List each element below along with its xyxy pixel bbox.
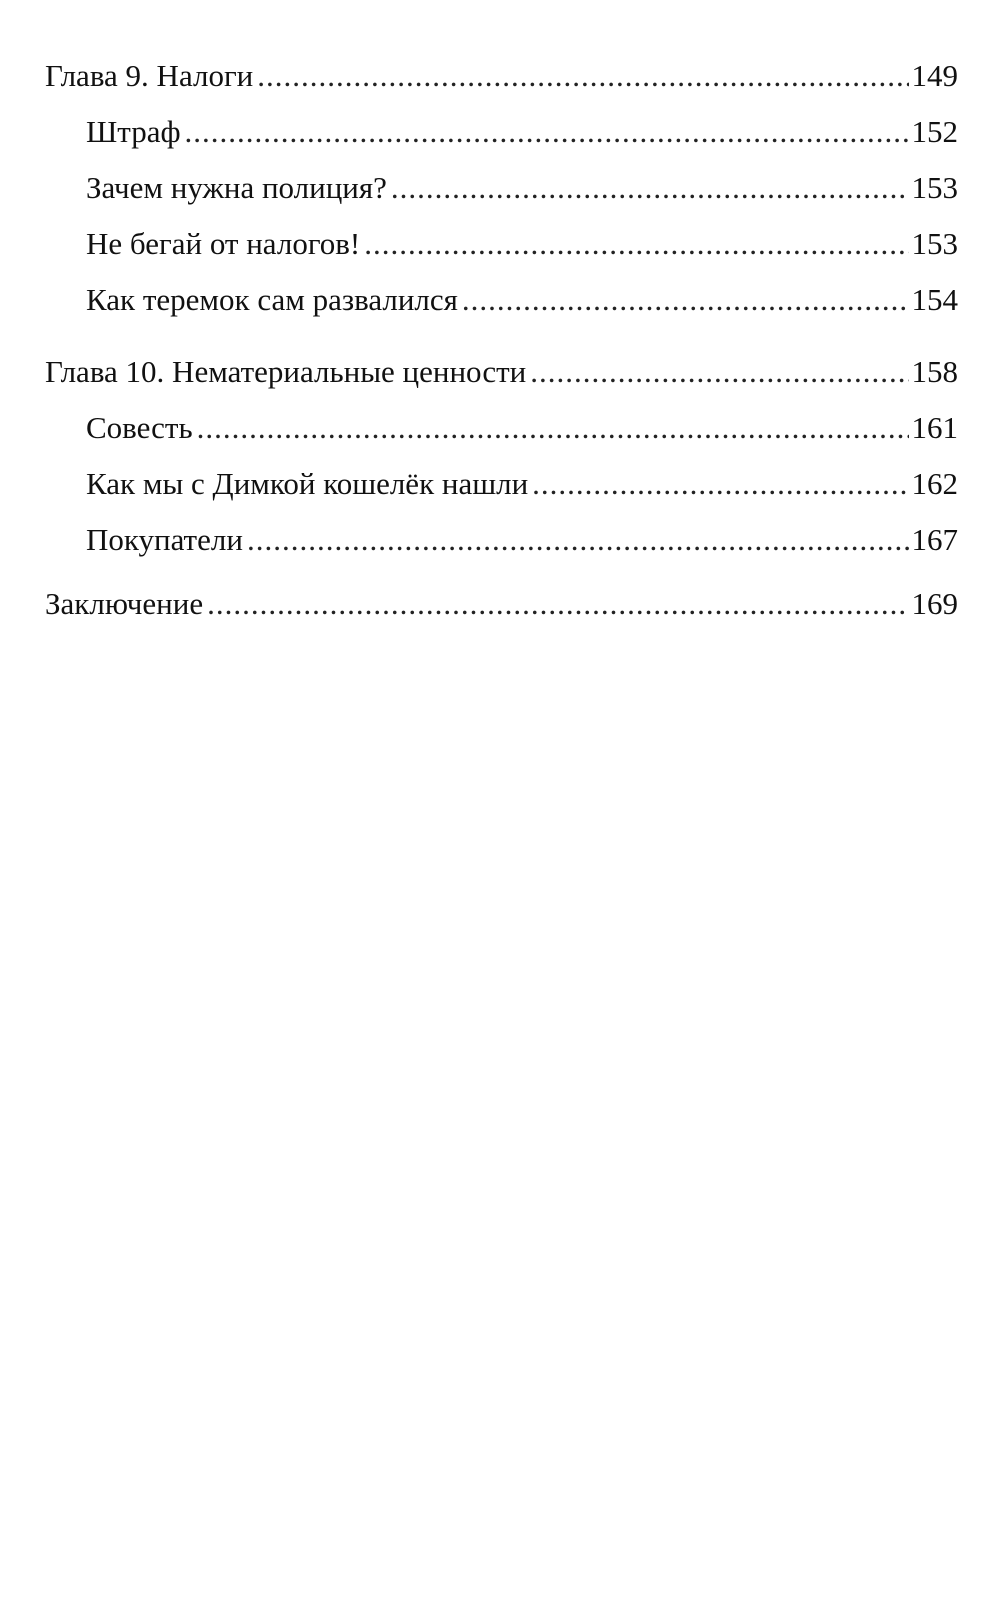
dot-leader [530, 352, 908, 392]
toc-entry-title: Как теремок сам развалился [86, 282, 458, 317]
toc-entry-page: 153 [911, 170, 958, 205]
toc-entry-title: Как мы с Димкой кошелёк нашли [86, 466, 529, 501]
toc-entry-chapter-9[interactable] [45, 56, 958, 96]
toc-entry-buyers[interactable] [86, 520, 958, 560]
dot-leader [247, 520, 909, 560]
dot-leader [532, 464, 908, 504]
toc-entry-fine[interactable] [86, 112, 958, 152]
toc-entry-wallet[interactable] [86, 464, 958, 504]
toc-entry-title: Глава 10. Нематериальные ценности [45, 354, 527, 389]
toc-entry-police[interactable] [86, 168, 958, 208]
toc-entry-page: 154 [911, 282, 958, 317]
toc-entry-page: 162 [911, 466, 958, 501]
toc-entry-title: Заключение [45, 586, 204, 621]
toc-entry-page: 161 [911, 410, 958, 445]
toc-entry-taxes[interactable] [86, 224, 958, 264]
toc-entry-chapter-10[interactable] [45, 352, 958, 392]
dot-leader [207, 584, 908, 624]
toc-entry-title: Зачем нужна полиция? [86, 170, 387, 205]
dot-leader [364, 224, 908, 264]
toc-entry-page: 169 [911, 586, 958, 621]
toc-entry-page: 153 [911, 226, 958, 261]
toc-entry-title: Совесть [86, 410, 193, 445]
dot-leader [391, 168, 909, 208]
toc-entry-page: 149 [911, 58, 958, 93]
toc-entry-conclusion[interactable] [45, 584, 958, 624]
toc-entry-conscience[interactable] [86, 408, 958, 448]
toc-entry-page: 158 [911, 354, 958, 389]
dot-leader [462, 280, 909, 320]
toc-entry-title: Покупатели [86, 522, 243, 557]
dot-leader [257, 56, 908, 96]
toc-entry-page: 167 [911, 522, 958, 557]
toc-entry-title: Глава 9. Налоги [45, 58, 254, 93]
dot-leader [197, 408, 909, 448]
dot-leader [185, 112, 909, 152]
toc-entry-title: Не бегай от налогов! [86, 226, 361, 261]
toc-entry-title: Штраф [86, 114, 181, 149]
toc-entry-page: 152 [911, 114, 958, 149]
toc-entry-teremok[interactable] [86, 280, 958, 320]
